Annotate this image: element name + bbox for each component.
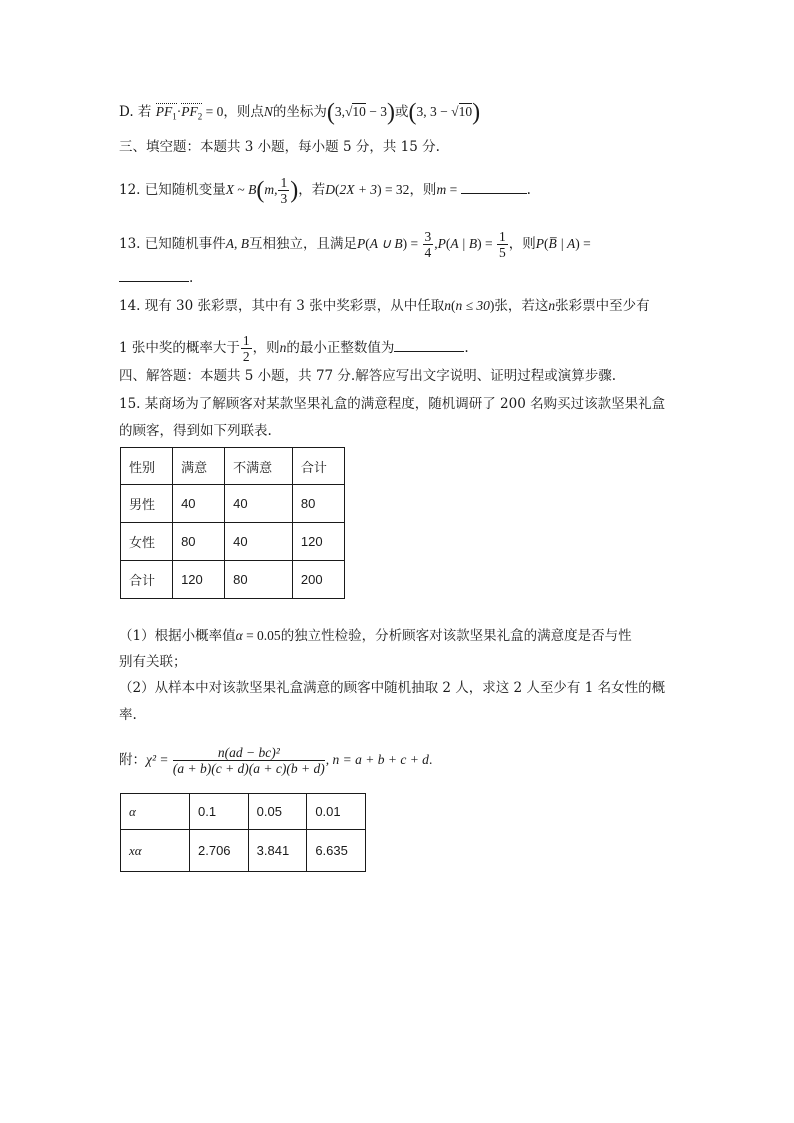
part-1-line-1: （1）根据小概率值α = 0.05的独立性检验，分析顾客对该款坚果礼盒的满意度是否与性 (119, 628, 632, 644)
table-header-cell: 满意 (173, 448, 225, 485)
table-cell: 0.05 (248, 794, 307, 830)
contingency-table (120, 447, 345, 599)
part-1-line-2: 别有关联； (119, 654, 187, 670)
appendix-formula: 附：χ² = $\frac{\text{n(ad − bc)²}}{(a + b)(c + d)(a + c)(b + d)}$ , n = a + b + c + d. (119, 745, 433, 776)
table-cell: 80 (225, 561, 293, 599)
answer-blank-13 (119, 269, 189, 282)
table-cell: 6.635 (307, 830, 366, 872)
table-row (121, 794, 366, 830)
table-cell: 女性 (121, 523, 173, 561)
question-13-blank-line: . (119, 268, 193, 288)
table-header-row (121, 448, 345, 485)
fraction-one-fifth: $\frac{1}{5}$ (499, 229, 506, 260)
section-3-heading: 三、填空题：本题共 3 小题，每小题 5 分，共 15 分. (119, 139, 440, 155)
vector-pf1: $PF_1$ (155, 104, 177, 122)
table-cell: 3.841 (248, 830, 307, 872)
question-12: 12. 已知随机变量X ~ B(m, $\frac{1}{3}$ )，若D(2X + 3) = 32，则m = . (119, 175, 531, 206)
critical-value-table (120, 793, 366, 872)
fraction-one-half: $\frac{1}{2}$ (242, 333, 250, 364)
table-header-cell: 合计 (292, 448, 344, 485)
table-cell: 200 (292, 561, 344, 599)
answer-blank-14 (394, 339, 464, 352)
question-14-line-2: 1 张中奖的概率大于 $\frac{1}{2}$ ，则n的最小正整数值为 . (119, 333, 469, 364)
table-header-cell: 不满意 (225, 448, 293, 485)
fraction-three-quarters: $\frac{3}{4}$ (424, 229, 432, 260)
table-cell: 0.01 (307, 794, 366, 830)
fraction-one-third: $\frac{1}{3}$ (280, 175, 288, 206)
question-14-line-1: 14. 现有 30 张彩票，其中有 3 张中奖彩票，从中任取n(n ≤ 30)张，若这n张彩票中至少有 (119, 298, 650, 314)
chi-square-fraction: $\frac{\text{n(ad − bc)²}}{(a + b)(c + d)(a + c)(b + d)}$ (172, 745, 325, 776)
table-cell: α (121, 794, 190, 830)
table-cell: 合计 (121, 561, 173, 599)
table-header-cell: 性别 (121, 448, 173, 485)
table-cell: 男性 (121, 485, 173, 523)
table-cell: 40 (225, 523, 293, 561)
question-15-line-1: 15. 某商场为了解顾客对某款坚果礼盒的满意程度，随机调研了 200 名购买过该款坚果礼盒 (119, 396, 666, 412)
table-cell: 120 (292, 523, 344, 561)
table-row (121, 523, 345, 561)
table-cell: 120 (173, 561, 225, 599)
table-row (121, 485, 345, 523)
option-d: D. 若 $PF_1\cdot PF_2 = 0$，则点N的坐标为(3,√10 − 3)或(3, 3 − √10) (119, 99, 481, 126)
question-15-line-2: 的顾客，得到如下列联表. (119, 423, 272, 439)
table-cell: 40 (225, 485, 293, 523)
table-cell: 80 (173, 523, 225, 561)
table-cell: 40 (173, 485, 225, 523)
part-2-line-1: （2）从样本中对该款坚果礼盒满意的顾客中随机抽取 2 人，求这 2 人至少有 1 名女性的概 (119, 680, 666, 696)
table-cell: 0.1 (190, 794, 249, 830)
table-row (121, 561, 345, 599)
part-2-line-2: 率. (119, 707, 137, 723)
table-cell: xα (121, 830, 190, 872)
answer-blank-12 (461, 181, 527, 194)
section-4-heading: 四、解答题：本题共 5 小题，共 77 分.解答应写出文字说明、证明过程或演算步骤. (119, 368, 617, 384)
question-13: 13. 已知随机事件A, B互相独立，且满足P(A ∪ B) = $\frac{3}{4}$ ,P(A | B) = $\frac{1}{5}$ ，则P(B̅ | A) = (119, 229, 591, 260)
table-cell: 2.706 (190, 830, 249, 872)
vector-pf2: $PF_2$ (181, 104, 203, 122)
table-cell: 80 (292, 485, 344, 523)
table-row (121, 830, 366, 872)
